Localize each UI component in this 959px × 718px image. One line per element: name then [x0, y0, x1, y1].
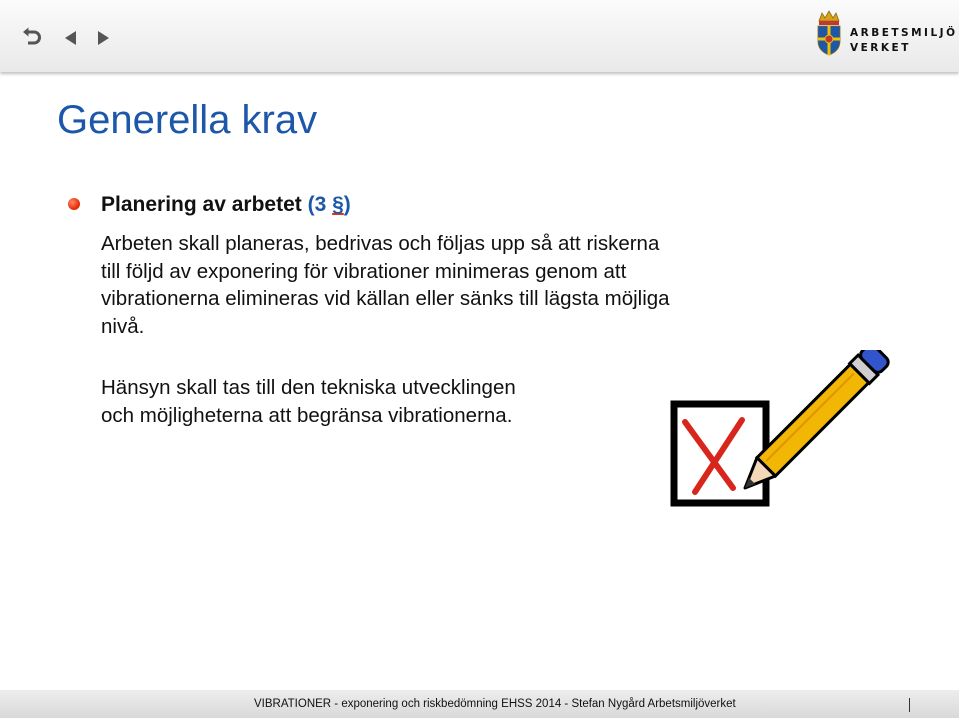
paragraph-technology — [101, 374, 516, 429]
paragraph-line: Arbeten skall planeras, bedrivas och följas upp så att riskerna — [101, 232, 660, 255]
paragraph-line: vibrationerna elimineras vid källan eller sänks till lägsta möjliga — [101, 287, 670, 310]
bullet-heading — [101, 191, 351, 219]
logo-line-2: VERKET — [850, 42, 911, 54]
footer-text: VIBRATIONER - exponering och riskbedömning EHSS 2014 - Stefan Nygård Arbetsmiljöverket — [254, 698, 736, 710]
paragraph-line: nivå. — [101, 314, 145, 338]
slide-title: Generella krav — [57, 98, 318, 142]
crown-crest-icon — [814, 9, 844, 57]
footer-bar — [0, 690, 959, 718]
bullet-text: Planering av arbetet — [101, 193, 308, 216]
footer-page-number — [909, 698, 918, 712]
paragraph-planning — [101, 230, 670, 340]
bullet-icon — [68, 198, 80, 210]
arbetsmiljoverket-logo — [814, 9, 958, 59]
paragraph-line: till följd av exponering för vibrationer minimeras genom att — [101, 259, 627, 283]
triangle-right-icon[interactable] — [90, 26, 114, 50]
top-navigation-bar — [0, 0, 959, 72]
section-sign-link[interactable]: § — [332, 193, 344, 216]
logo-line-1: ARBETSMILJÖ — [850, 27, 958, 39]
triangle-left-icon[interactable] — [60, 26, 84, 50]
law-reference-close: ) — [343, 193, 351, 216]
paragraph-line: Hänsyn skall tas till den tekniska utvecklingen — [101, 376, 516, 399]
paragraph-line: och möjligheterna att begränsa vibrationerna. — [101, 403, 513, 427]
undo-arrow-icon[interactable] — [20, 26, 44, 50]
checkbox-cross-pencil-icon — [665, 350, 920, 510]
law-reference-open: (3 — [307, 193, 333, 216]
